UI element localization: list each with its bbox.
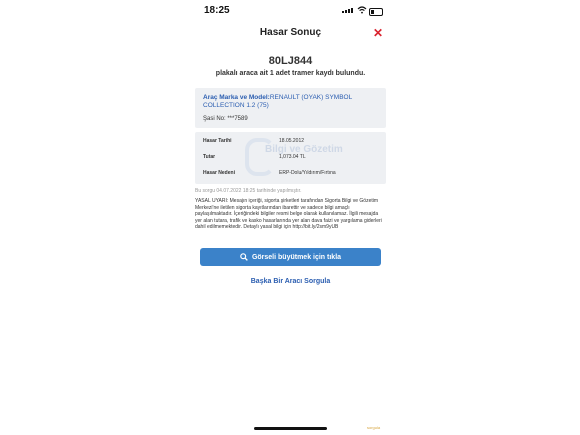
wifi-icon bbox=[357, 6, 367, 14]
enlarge-image-label: Görseli büyütmek için tıkla bbox=[251, 253, 342, 261]
vehicle-model bbox=[203, 94, 381, 110]
enlarge-image-button[interactable] bbox=[200, 248, 381, 266]
home-indicator[interactable] bbox=[254, 427, 327, 430]
detail-value: 1,073.04 TL bbox=[279, 154, 306, 160]
detail-key: Hasar Tarihi bbox=[203, 138, 232, 144]
detail-key: Hasar Nedeni bbox=[203, 170, 235, 176]
page-title: Hasar Sonuç bbox=[259, 27, 322, 38]
status-bar bbox=[188, 0, 393, 22]
query-another-link[interactable]: Başka Bir Aracı Sorgula bbox=[250, 278, 331, 285]
status-time: 18:25 bbox=[204, 5, 230, 16]
detail-key: Tutar bbox=[203, 154, 216, 160]
signal-icon bbox=[342, 8, 353, 13]
vehicle-model-label: Araç Marka ve Model: bbox=[203, 94, 270, 101]
battery-icon bbox=[369, 8, 383, 16]
corner-watermark: sorgula bbox=[367, 425, 381, 430]
page-header bbox=[188, 24, 393, 44]
close-icon[interactable]: ✕ bbox=[372, 26, 383, 40]
watermark-text: Bilgi ve Gözetim bbox=[265, 144, 343, 155]
vehicle-model-value: RENAULT (OYAK) SYMBOL COLLECTION 1.2 (75) bbox=[203, 94, 352, 109]
query-timestamp: Bu sorgu 04.07.2022 18:25 tarihinde yapılmıştır. bbox=[195, 188, 302, 194]
legal-warning: YASAL UYARI: Mesajın içeriği, sigorta şirketleri tarafından Sigorta Bilgi ve Gözetim Merkezi'ne iletilen sigorta kayıtlarından ibarettir ve sadece bilgi amaçlı paylaşılmaktadır. İçeriğindeki bilgiler resmi belge olarak kullanılamaz. İlgili mesajda yer alan tutara, trafik ve kasko hasarlarında yer alan dava faizi ve yargılama giderleri dahil edilmemektedir. Detaylı yasal bilgi için http://bit.ly/2sm9yUB bbox=[195, 198, 382, 230]
phone-screen bbox=[188, 0, 393, 435]
detail-value: ERP-Dolu/Yıldırım/Fırtına bbox=[279, 170, 336, 176]
plate-number: 80LJ844 bbox=[268, 55, 313, 67]
result-summary: plakalı araca ait 1 adet tramer kaydı bulundu. bbox=[215, 70, 366, 77]
chassis-number: Şasi No: ***7589 bbox=[203, 116, 248, 122]
search-icon bbox=[240, 253, 248, 261]
damage-detail-card bbox=[195, 132, 386, 184]
vehicle-card bbox=[195, 88, 386, 128]
detail-value: 18.05.2012 bbox=[279, 138, 305, 144]
